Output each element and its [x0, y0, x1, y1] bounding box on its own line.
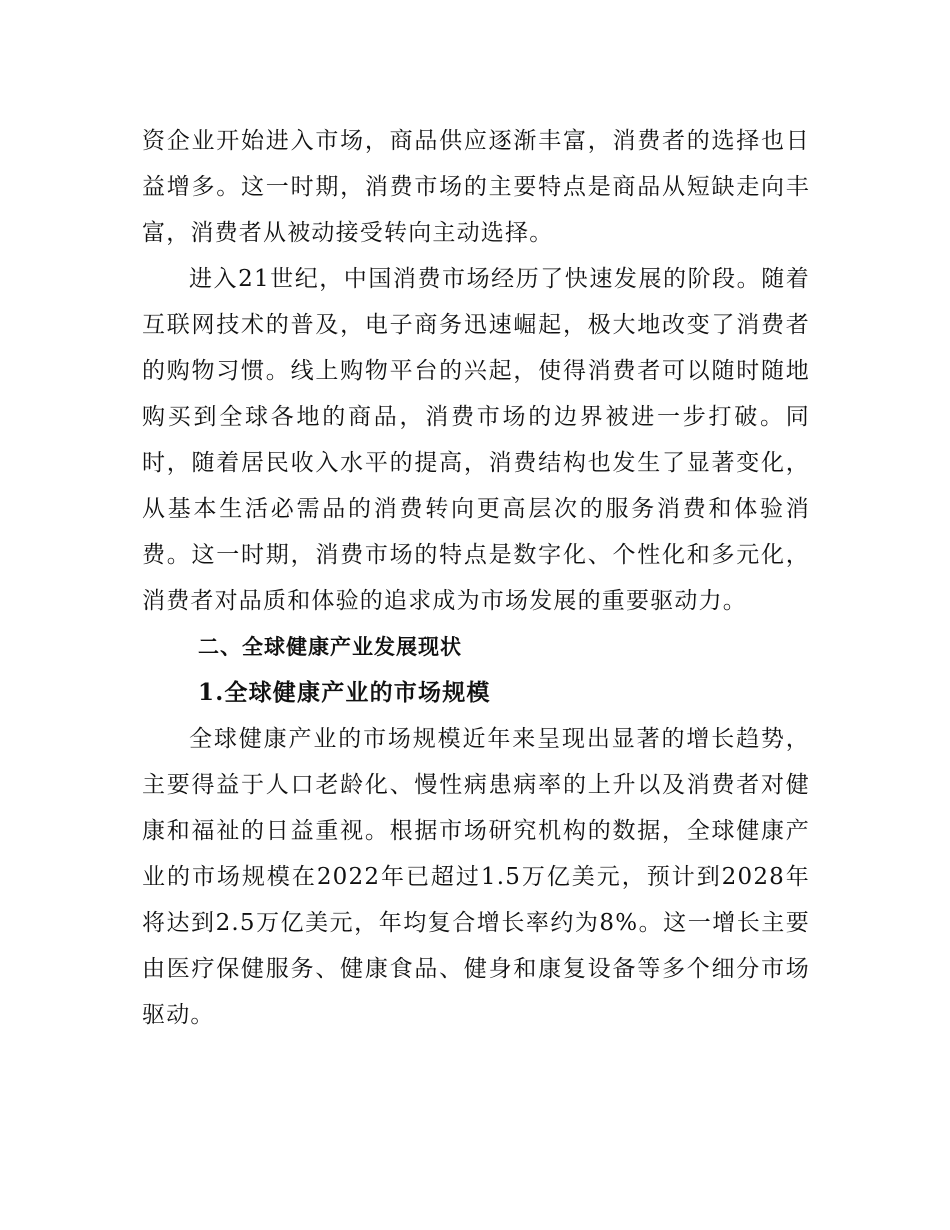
paragraph-market-size: 全球健康产业的市场规模近年来呈现出显著的增长趋势，主要得益于人口老龄化、慢性病患病率的上升以及消费者对健康和福祉的日益重视。根据市场研究机构的数据，全球健康产业的市场规模在2022年已超过1.5万亿美元，预计到2028年将达到2.5万亿美元，年均复合增长率约为8%。这一增长主要由医疗保健服务、健康食品、健身和康复设备等多个细分市场驱动。: [142, 726, 810, 1028]
document-body: [142, 118, 810, 1038]
subsection-heading: 1.全球健康产业的市场规模: [198, 679, 491, 706]
section-heading: 二、全球健康产业发展现状: [198, 635, 462, 659]
paragraph-consumer-market-21st-century: 进入21世纪，中国消费市场经历了快速发展的阶段。随着互联网技术的普及，电子商务迅速崛起，极大地改变了消费者的购物习惯。线上购物平台的兴起，使得消费者可以随时随地购买到全球各地的商品，消费市场的边界被进一步打破。同时，随着居民收入水平的提高，消费结构也发生了显著变化，从基本生活必需品的消费转向更高层次的服务消费和体验消费。这一时期，消费市场的特点是数字化、个性化和多元化，消费者对品质和体验的追求成为市场发展的重要驱动力。: [142, 266, 810, 614]
paragraph-continued: 资企业开始进入市场，商品供应逐渐丰富，消费者的选择也日益增多。这一时期，消费市场的主要特点是商品从短缺走向丰富，消费者从被动接受转向主动选择。: [142, 128, 810, 246]
